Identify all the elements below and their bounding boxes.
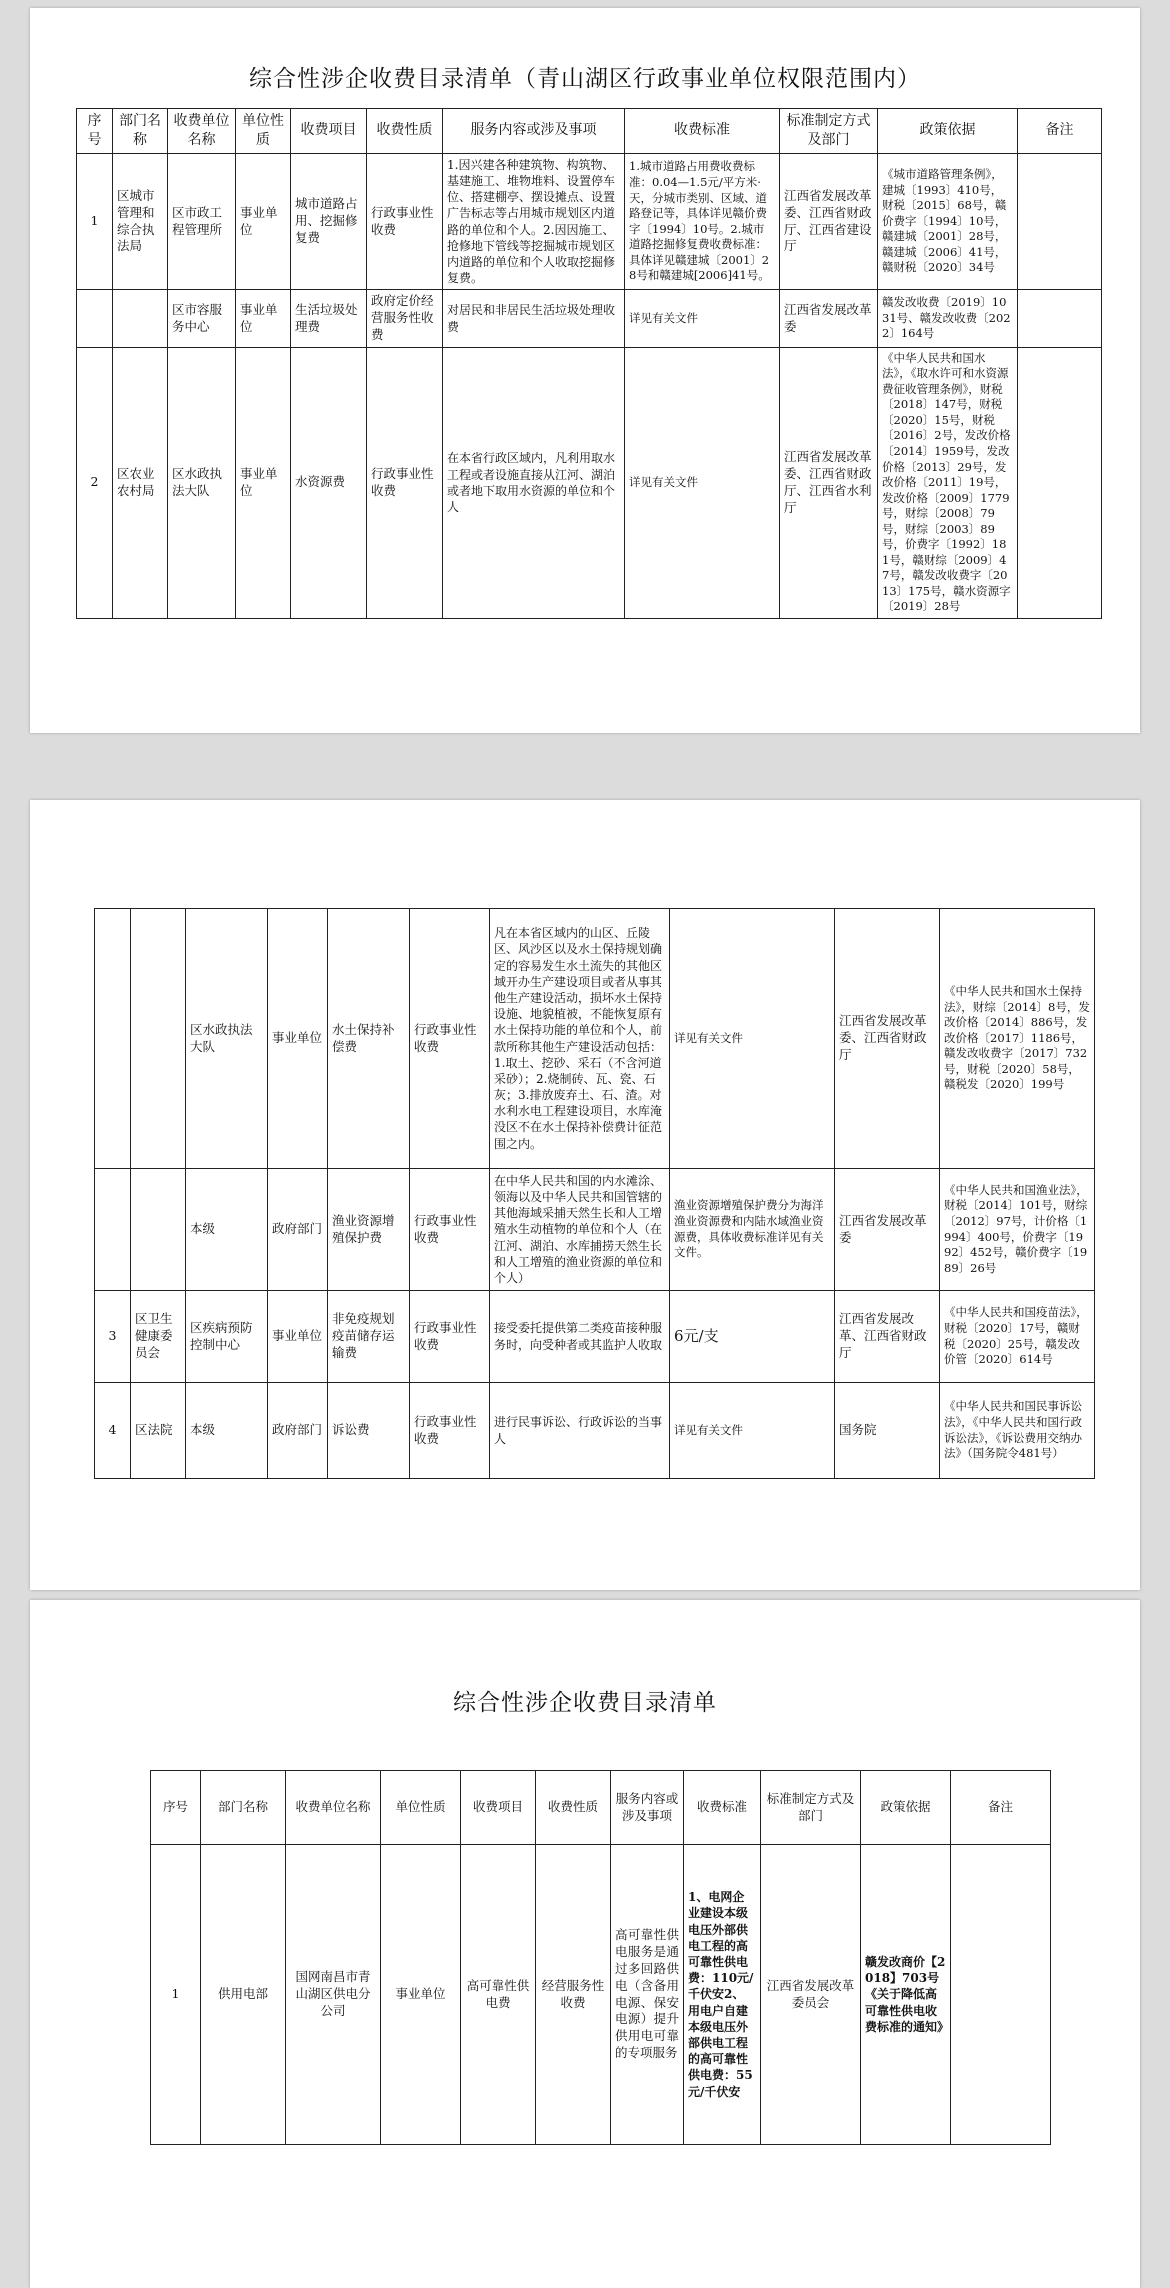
service-cell: 在中华人民共和国的内水滩涂、领海以及中华人民共和国管辖的其他海域采捕天然生长和人工增殖水生动植物的单位和个人（在江河、湖泊、水库捕捞天然生长和人工增殖的渔业资源的单位和个人） xyxy=(490,1169,670,1291)
table-row xyxy=(95,1169,1095,1291)
document-page-2 xyxy=(30,800,1140,1590)
policy-cell: 《中华人民共和国渔业法》，财税〔2014〕101号，财综〔2012〕97号，计价格〔1994〕400号，价费字〔1992〕452号，赣价费字〔1989〕26号 xyxy=(940,1169,1095,1291)
nature-cell: 事业单位 xyxy=(381,1845,461,2145)
header-cell: 备注 xyxy=(1018,109,1102,154)
seq-cell: 1 xyxy=(151,1845,201,2145)
item-cell: 非免疫规划疫苗储存运输费 xyxy=(328,1291,410,1383)
unit-cell: 本级 xyxy=(186,1169,268,1291)
dept-cell: 区农业农村局 xyxy=(113,347,168,618)
dept-cell xyxy=(113,290,168,348)
standard-cell: 详见有关文件 xyxy=(625,290,780,348)
maker-cell: 国务院 xyxy=(835,1383,940,1479)
policy-cell: 《中华人民共和国水法》，《取水许可和水资源费征收管理条例》，财税〔2018〕147号，财税〔2020〕15号，财税〔2016〕2号，发改价格〔2014〕1959号，发改价格〔2013〕29号，发改价格〔2011〕19号，发改价格〔2009〕1779号，财综〔2008〕79号，财综〔2003〕89号，价费字〔1992〕181号，赣财综〔2009〕47号，赣发改收费字〔2013〕175号，赣水资源字〔2019〕28号 xyxy=(878,347,1018,618)
dept-cell xyxy=(131,1169,186,1291)
fee-table-page-3 xyxy=(150,1770,1051,2145)
header-cell: 标准制定方式及部门 xyxy=(761,1771,861,1845)
seq-cell: 2 xyxy=(77,347,113,618)
header-cell: 单位性质 xyxy=(236,109,291,154)
table-row xyxy=(95,1291,1095,1383)
header-cell: 序号 xyxy=(77,109,113,154)
table-row xyxy=(151,1845,1051,2145)
page-title: 综合性涉企收费目录清单（青山湖区行政事业单位权限范围内） xyxy=(249,66,921,92)
table-header-row xyxy=(151,1771,1051,1845)
fee-type-cell: 行政事业性收费 xyxy=(367,153,443,290)
seq-cell: 1 xyxy=(77,153,113,290)
service-cell: 1.因兴建各种建筑物、构筑物、基建施工、堆物堆料、设置停车位、搭建棚亭、摆设摊点、设置广告标志等占用城市规划区内道路的单位和个人。2.因因施工、抢修地下管线等挖掘城市规划区内道路的单位和个人收取挖掘修复费。 xyxy=(443,153,625,290)
service-cell: 凡在本省区域内的山区、丘陵区、风沙区以及水土保持规划确定的容易发生水土流失的其他区域开办生产建设项目或者从事其他生产建设活动，损坏水土保持设施、地貌植被，不能恢复原有水土保持功能的单位和个人，前款所称其他生产建设活动包括：1.取土、挖砂、采石（不含河道采砂）；2.烧制砖、瓦、瓷、石灰；3.排放废弃土、石、渣。对水利水电工程建设项目，水库淹没区不在水土保持补偿费计征范围之内。 xyxy=(490,909,670,1169)
dept-cell xyxy=(131,909,186,1169)
note-cell xyxy=(1018,347,1102,618)
dept-cell: 区卫生健康委员会 xyxy=(131,1291,186,1383)
fee-type-cell: 政府定价经营服务性收费 xyxy=(367,290,443,348)
policy-cell: 《中华人民共和国疫苗法》，财税〔2020〕17号，赣财税〔2020〕25号，赣发改价管〔2020〕614号 xyxy=(940,1291,1095,1383)
fee-type-cell: 经营服务性收费 xyxy=(536,1845,611,2145)
seq-cell xyxy=(77,290,113,348)
header-cell: 收费单位名称 xyxy=(168,109,236,154)
header-cell: 序号 xyxy=(151,1771,201,1845)
fee-table-page-1 xyxy=(76,108,1102,619)
maker-cell: 江西省发展改革委 xyxy=(780,290,878,348)
item-cell: 水资源费 xyxy=(291,347,367,618)
seq-cell xyxy=(95,1169,131,1291)
policy-cell: 《中华人民共和国民事诉讼法》，《中华人民共和国行政诉讼法》，《诉讼费用交纳办法》（国务院令481号） xyxy=(940,1383,1095,1479)
maker-cell: 江西省发展改革委、江西省财政厅、江西省建设厅 xyxy=(780,153,878,290)
table-row xyxy=(77,153,1102,290)
header-cell: 部门名称 xyxy=(201,1771,286,1845)
header-cell: 收费标准 xyxy=(625,109,780,154)
seq-cell xyxy=(95,909,131,1169)
policy-cell: 《中华人民共和国水土保持法》，财综〔2014〕8号，发改价格〔2014〕886号，发改价格〔2017〕1186号，赣发改收费字〔2017〕732号，财税〔2020〕58号，赣税发〔2020〕199号 xyxy=(940,909,1095,1169)
item-cell: 诉讼费 xyxy=(328,1383,410,1479)
policy-cell: 《城市道路管理条例》，建城〔1993〕410号，财税〔2015〕68号，赣价费字〔1994〕10号，赣建城〔2001〕28号，赣建城〔2006〕41号，赣财税〔2020〕34号 xyxy=(878,153,1018,290)
header-cell: 服务内容或涉及事项 xyxy=(443,109,625,154)
policy-cell: 赣发改收费〔2019〕1031号、赣发改收费〔2022〕164号 xyxy=(878,290,1018,348)
service-cell: 高可靠性供电服务是通过多回路供电（含备用电源、保安电源）提升供用电可靠的专项服务 xyxy=(611,1845,684,2145)
header-cell: 备注 xyxy=(951,1771,1051,1845)
header-cell: 政策依据 xyxy=(861,1771,951,1845)
standard-cell: 渔业资源增殖保护费分为海洋渔业资源费和内陆水域渔业资源费，具体收费标准详见有关文件。 xyxy=(670,1169,835,1291)
unit-cell: 本级 xyxy=(186,1383,268,1479)
fee-table-page-2 xyxy=(94,908,1095,1479)
table-row xyxy=(77,347,1102,618)
nature-cell: 事业单位 xyxy=(236,153,291,290)
policy-cell: 赣发改商价【2018】703号《关于降低高可靠性供电收费标准的通知》 xyxy=(861,1845,951,2145)
header-cell: 政策依据 xyxy=(878,109,1018,154)
nature-cell: 事业单位 xyxy=(236,347,291,618)
standard-cell: 6元/支 xyxy=(670,1291,835,1383)
fee-type-cell: 行政事业性收费 xyxy=(367,347,443,618)
fee-type-cell: 行政事业性收费 xyxy=(410,1383,490,1479)
header-cell: 收费单位名称 xyxy=(286,1771,381,1845)
seq-cell: 4 xyxy=(95,1383,131,1479)
document-page-1 xyxy=(30,8,1140,733)
table-header-row xyxy=(77,109,1102,154)
unit-cell: 国网南昌市青山湖区供电分公司 xyxy=(286,1845,381,2145)
unit-cell: 区水政执法大队 xyxy=(186,909,268,1169)
service-cell: 在本省行政区域内，凡利用取水工程或者设施直接从江河、湖泊或者地下取用水资源的单位和个人 xyxy=(443,347,625,618)
fee-type-cell: 行政事业性收费 xyxy=(410,909,490,1169)
nature-cell: 政府部门 xyxy=(268,1169,328,1291)
maker-cell: 江西省发展改革委员会 xyxy=(761,1845,861,2145)
unit-cell: 区疾病预防控制中心 xyxy=(186,1291,268,1383)
dept-cell: 区法院 xyxy=(131,1383,186,1479)
page-title: 综合性涉企收费目录清单 xyxy=(453,1690,717,1716)
table-row xyxy=(95,1383,1095,1479)
nature-cell: 事业单位 xyxy=(268,1291,328,1383)
item-cell: 水土保持补偿费 xyxy=(328,909,410,1169)
item-cell: 高可靠性供电费 xyxy=(461,1845,536,2145)
header-cell: 服务内容或涉及事项 xyxy=(611,1771,684,1845)
service-cell: 接受委托提供第二类疫苗接种服务时，向受种者或其监护人收取 xyxy=(490,1291,670,1383)
table-row xyxy=(95,909,1095,1169)
item-cell: 城市道路占用、挖掘修复费 xyxy=(291,153,367,290)
header-cell: 收费项目 xyxy=(291,109,367,154)
service-cell: 进行民事诉讼、行政诉讼的当事人 xyxy=(490,1383,670,1479)
dept-cell: 供用电部 xyxy=(201,1845,286,2145)
maker-cell: 江西省发展改革委、江西省财政厅、江西省水利厅 xyxy=(780,347,878,618)
seq-cell: 3 xyxy=(95,1291,131,1383)
header-cell: 收费项目 xyxy=(461,1771,536,1845)
unit-cell: 区水政执法大队 xyxy=(168,347,236,618)
note-cell xyxy=(1018,153,1102,290)
dept-cell: 区城市管理和综合执法局 xyxy=(113,153,168,290)
table-row xyxy=(77,290,1102,348)
standard-cell: 1.城市道路占用费收费标准：0.04—1.5元/平方米·天，分城市类别、区域、道路登记等，具体详见赣价费字〔1994〕10号。2.城市道路挖掘修复费收费标准：具体详见赣建城〔2001〕28号和赣建城[2006]41号。 xyxy=(625,153,780,290)
unit-cell: 区市容服务中心 xyxy=(168,290,236,348)
header-cell: 收费性质 xyxy=(536,1771,611,1845)
item-cell: 渔业资源增殖保护费 xyxy=(328,1169,410,1291)
note-cell xyxy=(1018,290,1102,348)
service-cell: 对居民和非居民生活垃圾处理收费 xyxy=(443,290,625,348)
document-page-3 xyxy=(30,1600,1140,2288)
unit-cell: 区市政工程管理所 xyxy=(168,153,236,290)
standard-cell: 详见有关文件 xyxy=(670,909,835,1169)
header-cell: 标准制定方式及部门 xyxy=(780,109,878,154)
nature-cell: 政府部门 xyxy=(268,1383,328,1479)
note-cell xyxy=(951,1845,1051,2145)
item-cell: 生活垃圾处理费 xyxy=(291,290,367,348)
maker-cell: 江西省发展改革委 xyxy=(835,1169,940,1291)
maker-cell: 江西省发展改革委、江西省财政厅 xyxy=(835,909,940,1169)
standard-cell: 详见有关文件 xyxy=(670,1383,835,1479)
header-cell: 收费标准 xyxy=(684,1771,761,1845)
maker-cell: 江西省发展改革、江西省财政厅 xyxy=(835,1291,940,1383)
fee-type-cell: 行政事业性收费 xyxy=(410,1169,490,1291)
standard-cell: 1、电网企业建设本级电压外部供电工程的高可靠性供电费：110元/千伏安2、用电户自建本级电压外部供电工程的高可靠性供电费：55元/千伏安 xyxy=(684,1845,761,2145)
header-cell: 收费性质 xyxy=(367,109,443,154)
fee-type-cell: 行政事业性收费 xyxy=(410,1291,490,1383)
nature-cell: 事业单位 xyxy=(236,290,291,348)
header-cell: 部门名称 xyxy=(113,109,168,154)
nature-cell: 事业单位 xyxy=(268,909,328,1169)
standard-cell: 详见有关文件 xyxy=(625,347,780,618)
header-cell: 单位性质 xyxy=(381,1771,461,1845)
